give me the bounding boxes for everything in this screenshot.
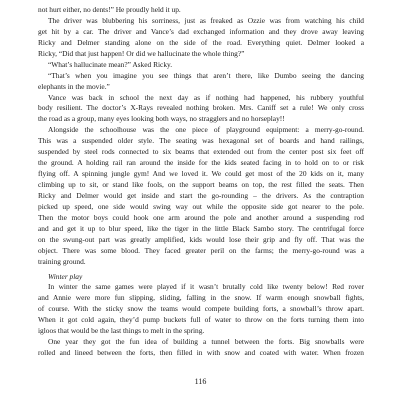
- text-line: the road as a group, many eyes looking both ways, no stragglers and no horseplay!!: [38, 114, 285, 124]
- text-line: The driver was blubbering his sorriness, just as freaked as Ozzie was from watching his child: [48, 15, 364, 25]
- text-line: the ground. A holding rail ran around the inside for the kids seated facing in to hold on to or risk: [38, 158, 364, 168]
- text-line: climbing up to sit, or stand like fools, on the support beams on top, the rest filled the seats. Then: [38, 180, 364, 189]
- text-line: and Annie were more fun slipping, sliding, falling in the snow. If warm enough snowball fights,: [38, 293, 364, 303]
- text-line: and and get it up to blur speed, like the tiger in the little Black Sambo story. The centrifugal force: [38, 223, 364, 233]
- text-line: on the swung-out part was greatly amplified, kids would lose their grip and fly off. That was the: [38, 234, 364, 244]
- text-line: Ricky and Delmer would get inside and start the go-rounding – the drivers. As the contraption: [38, 190, 364, 200]
- text-line: get hit by a car. The driver and Vance’s dad exchanged information and they drove away leaving: [38, 26, 364, 36]
- text-line: training ground.: [38, 256, 86, 266]
- text-line: Then the motor boys could hook one arm around the pole and another around a suspending rod: [38, 212, 364, 222]
- text-line: This was a suspended older style. The seating was hexagonal set of boards and hand railings,: [38, 136, 364, 146]
- text-line: picked up speed, one side would swing way out while the opposite side got nearer to the pole.: [38, 201, 364, 211]
- text-line: When it got cold again, they’d pump buckets full of water to throw on the forts turning them into: [38, 315, 364, 325]
- text-line: Ricky, “Did that just happen! Or did we hallucinate the whole thing?”: [38, 48, 245, 58]
- text-line: of course. With the sticky snow the teams would compete building forts, a snowball’s throw apart.: [38, 304, 364, 314]
- text-line: “What’s hallucinate mean?” Asked Ricky.: [48, 59, 173, 69]
- text-line: suspended by steel rods connected to six beams that extended out from the center post six feet off: [38, 147, 364, 157]
- text-line: “That’s when you imagine you see things that aren’t there, like Dumbo seeing the dancing: [48, 70, 364, 80]
- text-line: One year they got the fun idea of building a tunnel between the forts. Big snowballs were: [48, 337, 364, 347]
- text-line: In winter the same games were played if it wasn’t brutally cold like twenty below! Red rover: [48, 282, 364, 292]
- text-line: elephants in the movie.”: [38, 81, 110, 91]
- text-line: igloos that would be the last things to melt in the spring.: [38, 326, 205, 336]
- text-line: not hurt either, no dents!” He proudly held it up.: [38, 5, 181, 14]
- text-line: rolled and lineed between the forts, then filled in with snow and coated with water. When frozen: [38, 348, 364, 358]
- text-line: Alongside the schoolhouse was the one piece of playground equipment: a merry-go-round.: [48, 125, 364, 135]
- text-line: body resilient. The doctor’s X-Rays revealed nothing broken. Mrs. Caniff set a rule! We only cross: [38, 103, 364, 113]
- text-line: flying off. A spinning jungle gym! And we loved it. We could get most of the 20 kids on it, many: [38, 169, 364, 179]
- section-heading: Winter play: [48, 271, 83, 281]
- text-line: Vance was back in school the next day as if nothing had happened, his rubbery youthful: [48, 92, 364, 102]
- text-line: Ricky and Delmer standing alone on the side of the road. Everything quiet. Delmer looked a: [38, 37, 364, 47]
- text-line: object. There was some blood. They faced greater peril on the farms; the merry-go-round was a: [38, 245, 364, 255]
- page-number: 116: [194, 377, 207, 386]
- body-text: [38, 5, 364, 359]
